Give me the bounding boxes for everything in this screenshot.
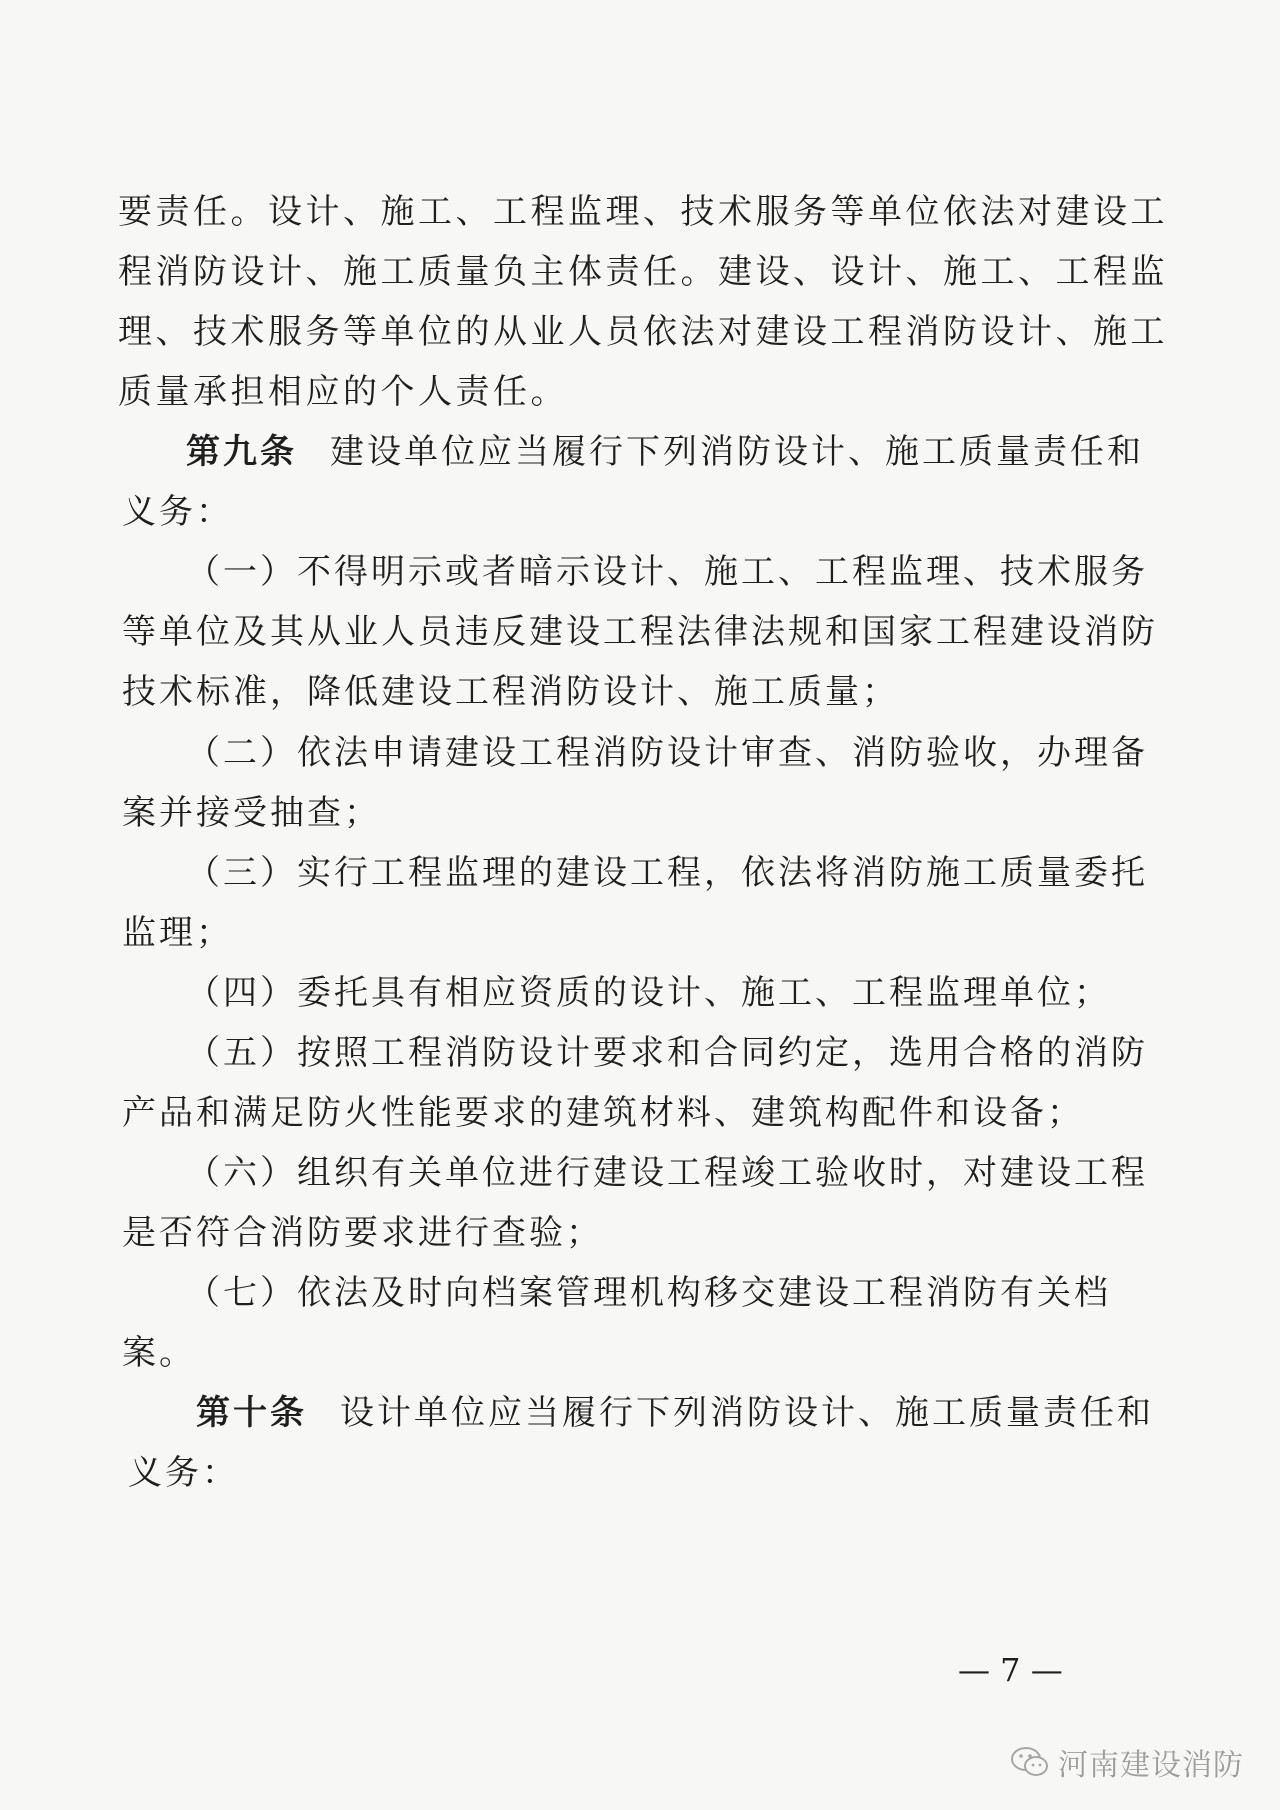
item-1-line-3: 技术标准，降低建设工程消防设计、施工质量； bbox=[122, 672, 899, 712]
text-line-2: 程消防设计、施工质量负主体责任。建设、设计、施工、工程监 bbox=[118, 252, 1168, 292]
article-9-text: 建设单位应当履行下列消防设计、施工质量责任和 bbox=[330, 432, 1144, 472]
item-5-line-1: （五）按照工程消防设计要求和合同约定，选用合格的消防 bbox=[186, 1033, 1148, 1073]
article-9-heading: 第九条 bbox=[186, 432, 297, 472]
item-3-line-1: （三）实行工程监理的建设工程，依法将消防施工质量委托 bbox=[186, 853, 1148, 893]
item-6-line-2: 是否符合消防要求进行查验； bbox=[122, 1213, 603, 1253]
wechat-icon bbox=[1010, 1744, 1050, 1780]
item-2-line-2: 案并接受抽查； bbox=[122, 793, 381, 833]
item-1-line-1: （一）不得明示或者暗示设计、施工、工程监理、技术服务 bbox=[186, 552, 1148, 592]
item-6-line-1: （六）组织有关单位进行建设工程竣工验收时，对建设工程 bbox=[186, 1153, 1148, 1193]
text-line-last: 义务： bbox=[128, 1453, 239, 1493]
text-line-6: 义务： bbox=[122, 492, 233, 532]
text-line-3: 理、技术服务等单位的从业人员依法对建设工程消防设计、施工 bbox=[118, 312, 1168, 352]
item-1-line-2: 等单位及其从业人员违反建设工程法律法规和国家工程建设消防 bbox=[122, 612, 1158, 652]
article-10-heading: 第十条 bbox=[196, 1393, 307, 1433]
item-2-line-1: （二）依法申请建设工程消防设计审查、消防验收，办理备 bbox=[186, 733, 1148, 773]
text-line-4: 质量承担相应的个人责任。 bbox=[118, 372, 568, 412]
item-4-line-1: （四）委托具有相应资质的设计、施工、工程监理单位； bbox=[186, 973, 1111, 1013]
watermark-text: 河南建设消防 bbox=[1058, 1748, 1244, 1783]
page-number: — 7 — bbox=[958, 1651, 1063, 1689]
text-line-1: 要责任。设计、施工、工程监理、技术服务等单位依法对建设工 bbox=[118, 192, 1168, 232]
item-7-line-1: （七）依法及时向档案管理机构移交建设工程消防有关档 bbox=[186, 1273, 1111, 1313]
item-7-line-2: 案。 bbox=[122, 1333, 196, 1373]
article-10-text: 设计单位应当履行下列消防设计、施工质量责任和 bbox=[340, 1393, 1154, 1433]
watermark bbox=[1010, 1740, 1244, 1784]
item-3-line-2: 监理； bbox=[122, 913, 233, 953]
item-5-line-2: 产品和满足防火性能要求的建筑材料、建筑构配件和设备； bbox=[122, 1093, 1084, 1133]
